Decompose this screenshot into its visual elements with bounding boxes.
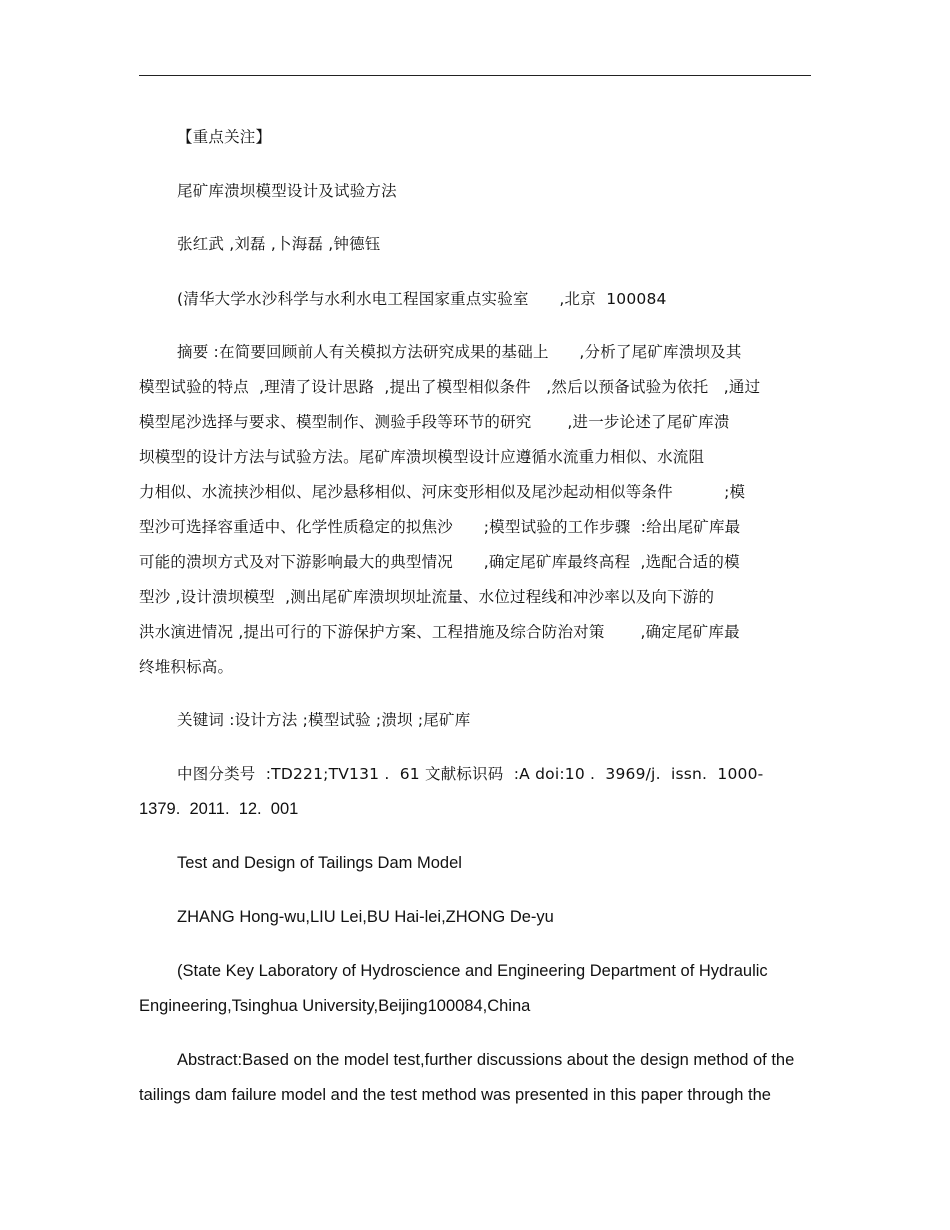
abstract-en-line: tailings dam failure model and the test method was presented in this paper through the (139, 1086, 771, 1104)
abstract-cn-line: 模型尾沙选择与要求、模型制作、测验手段等环节的研究 ,进一步论述了尾矿库溃 (139, 413, 730, 431)
abstract-cn-line: 可能的溃坝方式及对下游影响最大的典型情况 ,确定尾矿库最终高程 ,选配合适的模 (139, 553, 740, 571)
title-cn: 尾矿库溃坝模型设计及试验方法 (177, 182, 397, 200)
abstract-cn-line: 洪水演进情况 ,提出可行的下游保护方案、工程措施及综合防治对策 ,确定尾矿库最 (139, 623, 740, 641)
heading-tag: 【重点关注】 (177, 128, 272, 146)
abstract-cn-line: 型沙 ,设计溃坝模型 ,测出尾矿库溃坝坝址流量、水位过程线和冲沙率以及向下游的 (139, 588, 715, 606)
abstract-cn-line: 终堆积标高。 (139, 658, 234, 676)
abstract-cn-line: 力相似、水流挟沙相似、尾沙悬移相似、河床变形相似及尾沙起动相似等条件 ;模 (139, 483, 746, 501)
abstract-cn-line: 摘要 :在简要回顾前人有关模拟方法研究成果的基础上 ,分析了尾矿库溃坝及其 (177, 343, 742, 361)
abstract-cn-line: 模型试验的特点 ,理清了设计思路 ,提出了模型相似条件 ,然后以预备试验为依托 ,通过 (139, 378, 761, 396)
affiliation-cn: (清华大学水沙科学与水利水电工程国家重点实验室 ,北京 100084 (177, 290, 667, 308)
keywords-cn: 关键词 :设计方法 ;模型试验 ;溃坝 ;尾矿库 (177, 711, 471, 729)
abstract-en-line: Abstract:Based on the model test,further discussions about the design method of the (177, 1051, 795, 1069)
affiliation-en-line: Engineering,Tsinghua University,Beijing100084,China (139, 997, 531, 1015)
affiliation-en-line: (State Key Laboratory of Hydroscience and Engineering Department of Hydraulic (177, 962, 768, 980)
abstract-cn-line: 型沙可选择容重适中、化学性质稳定的拟焦沙 ;模型试验的工作步骤 :给出尾矿库最 (139, 518, 741, 536)
title-en: Test and Design of Tailings Dam Model (177, 854, 462, 872)
authors-en: ZHANG Hong-wu,LIU Lei,BU Hai-lei,ZHONG De-yu (177, 908, 554, 926)
authors-cn: 张红武 ,刘磊 ,卜海磊 ,钟德钰 (177, 235, 381, 253)
abstract-cn-line: 坝模型的设计方法与试验方法。尾矿库溃坝模型设计应遵循水流重力相似、水流阻 (139, 448, 705, 466)
classification-line: 中图分类号 :TD221;TV131 . 61 文献标识码 :A doi:10 . 3969/j. issn. 1000- (177, 765, 764, 783)
classification-line: 1379. 2011. 12. 001 (139, 800, 299, 818)
header-rule (139, 75, 811, 76)
